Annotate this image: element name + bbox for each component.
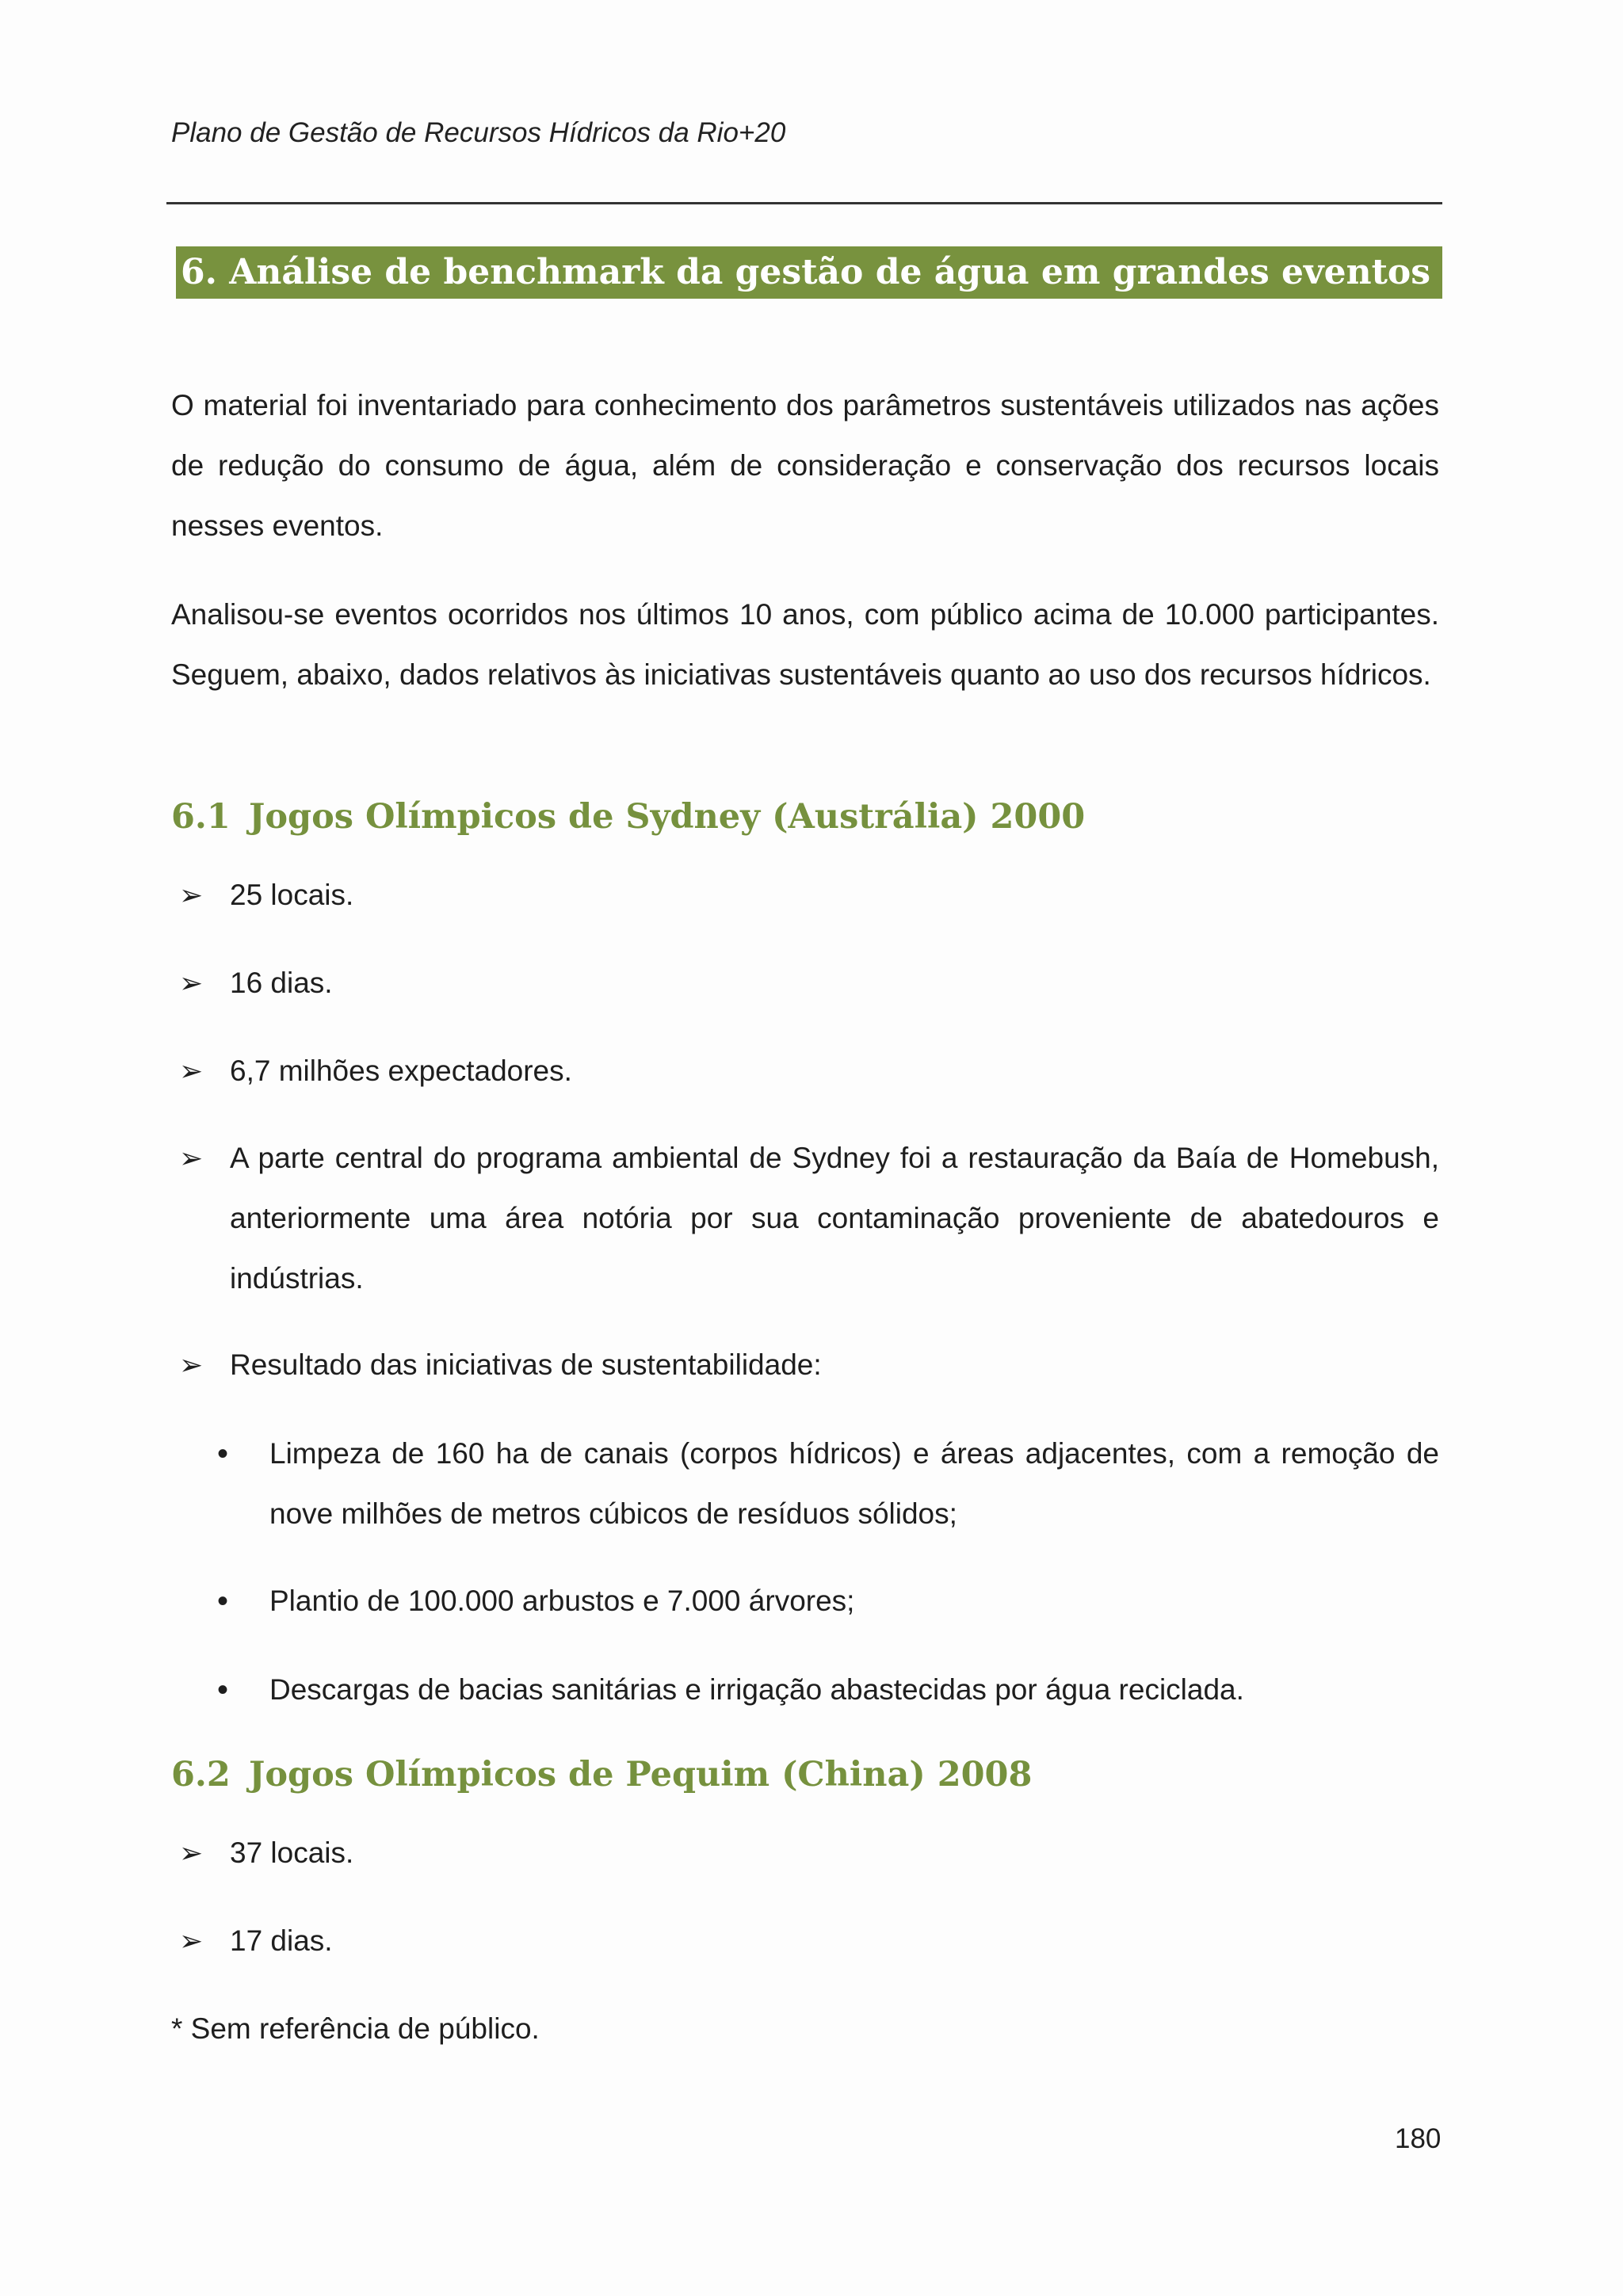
audience-note: * Sem referência de público. xyxy=(171,2012,540,2045)
list-item-text: 25 locais. xyxy=(230,879,354,911)
bullet-icon: • xyxy=(217,1436,229,1471)
list-item-text: 17 dias. xyxy=(230,1924,333,1957)
arrow-bullet-icon: ➢ xyxy=(179,879,204,911)
list-item-text: 16 dias. xyxy=(230,967,333,999)
section-number: 6.2 xyxy=(171,1755,231,1794)
running-header: Plano de Gestão de Recursos Hídricos da Rio+20 xyxy=(171,117,786,148)
arrow-bullet-icon: ➢ xyxy=(179,1055,204,1087)
list-item-text: 37 locais. xyxy=(230,1836,354,1869)
section-title-text: Jogos Olímpicos de Pequim (China) 2008 xyxy=(249,1755,1033,1794)
result-item-text: Limpeza de 160 ha de canais (corpos hídricos) e áreas adjacentes, com a remoção de nove milhões de metros cúbicos de resíduos sólidos; xyxy=(269,1437,1439,1530)
intro-paragraph-2: Analisou-se eventos ocorridos nos últimos 10 anos, com público acima de 10.000 participantes. Seguem, abaixo, dados relativos às iniciativas sustentáveis quanto ao uso dos recursos hídricos. xyxy=(171,598,1439,691)
section-title-text: Jogos Olímpicos de Sydney (Austrália) 2000 xyxy=(249,797,1086,837)
list-item xyxy=(179,865,1439,925)
list-item xyxy=(179,1128,1439,1309)
chapter-title: 6. Análise de benchmark da gestão de água em grandes eventos xyxy=(176,246,1442,299)
list-item xyxy=(179,1335,1439,1395)
result-item xyxy=(217,1571,1439,1631)
section-6-2-heading xyxy=(171,1755,1032,1794)
page-number: 180 xyxy=(1395,2123,1442,2154)
result-item-text: Descargas de bacias sanitárias e irrigação abastecidas por água reciclada. xyxy=(269,1673,1244,1706)
list-item xyxy=(179,1911,1439,1971)
list-item xyxy=(179,1041,1439,1101)
list-item xyxy=(179,1823,1439,1883)
list-item xyxy=(179,953,1439,1013)
arrow-bullet-icon: ➢ xyxy=(179,1924,204,1957)
arrow-bullet-icon: ➢ xyxy=(179,1348,204,1381)
section-number: 6.1 xyxy=(171,797,231,837)
result-item xyxy=(217,1660,1439,1720)
arrow-bullet-icon: ➢ xyxy=(179,967,204,999)
arrow-bullet-icon: ➢ xyxy=(179,1836,204,1869)
section-6-1-heading xyxy=(171,797,1085,837)
header-divider xyxy=(166,202,1442,204)
bullet-icon: • xyxy=(217,1672,229,1707)
list-item-text: 6,7 milhões expectadores. xyxy=(230,1055,572,1087)
result-item xyxy=(217,1424,1439,1544)
result-item-text: Plantio de 100.000 arbustos e 7.000 árvores; xyxy=(269,1585,855,1617)
list-item-text: A parte central do programa ambiental de Sydney foi a restauração da Baía de Homebush, anteriormente uma área notória por sua contaminação proveniente de abatedouros e indústrias. xyxy=(230,1142,1439,1295)
arrow-bullet-icon: ➢ xyxy=(179,1142,204,1174)
list-item-text: Resultado das iniciativas de sustentabilidade: xyxy=(230,1348,822,1381)
bullet-icon: • xyxy=(217,1584,229,1619)
intro-paragraph-1: O material foi inventariado para conhecimento dos parâmetros sustentáveis utilizados nas ações de redução do consumo de água, além de consideração e conservação dos recursos locais nesses eventos. xyxy=(171,389,1439,542)
